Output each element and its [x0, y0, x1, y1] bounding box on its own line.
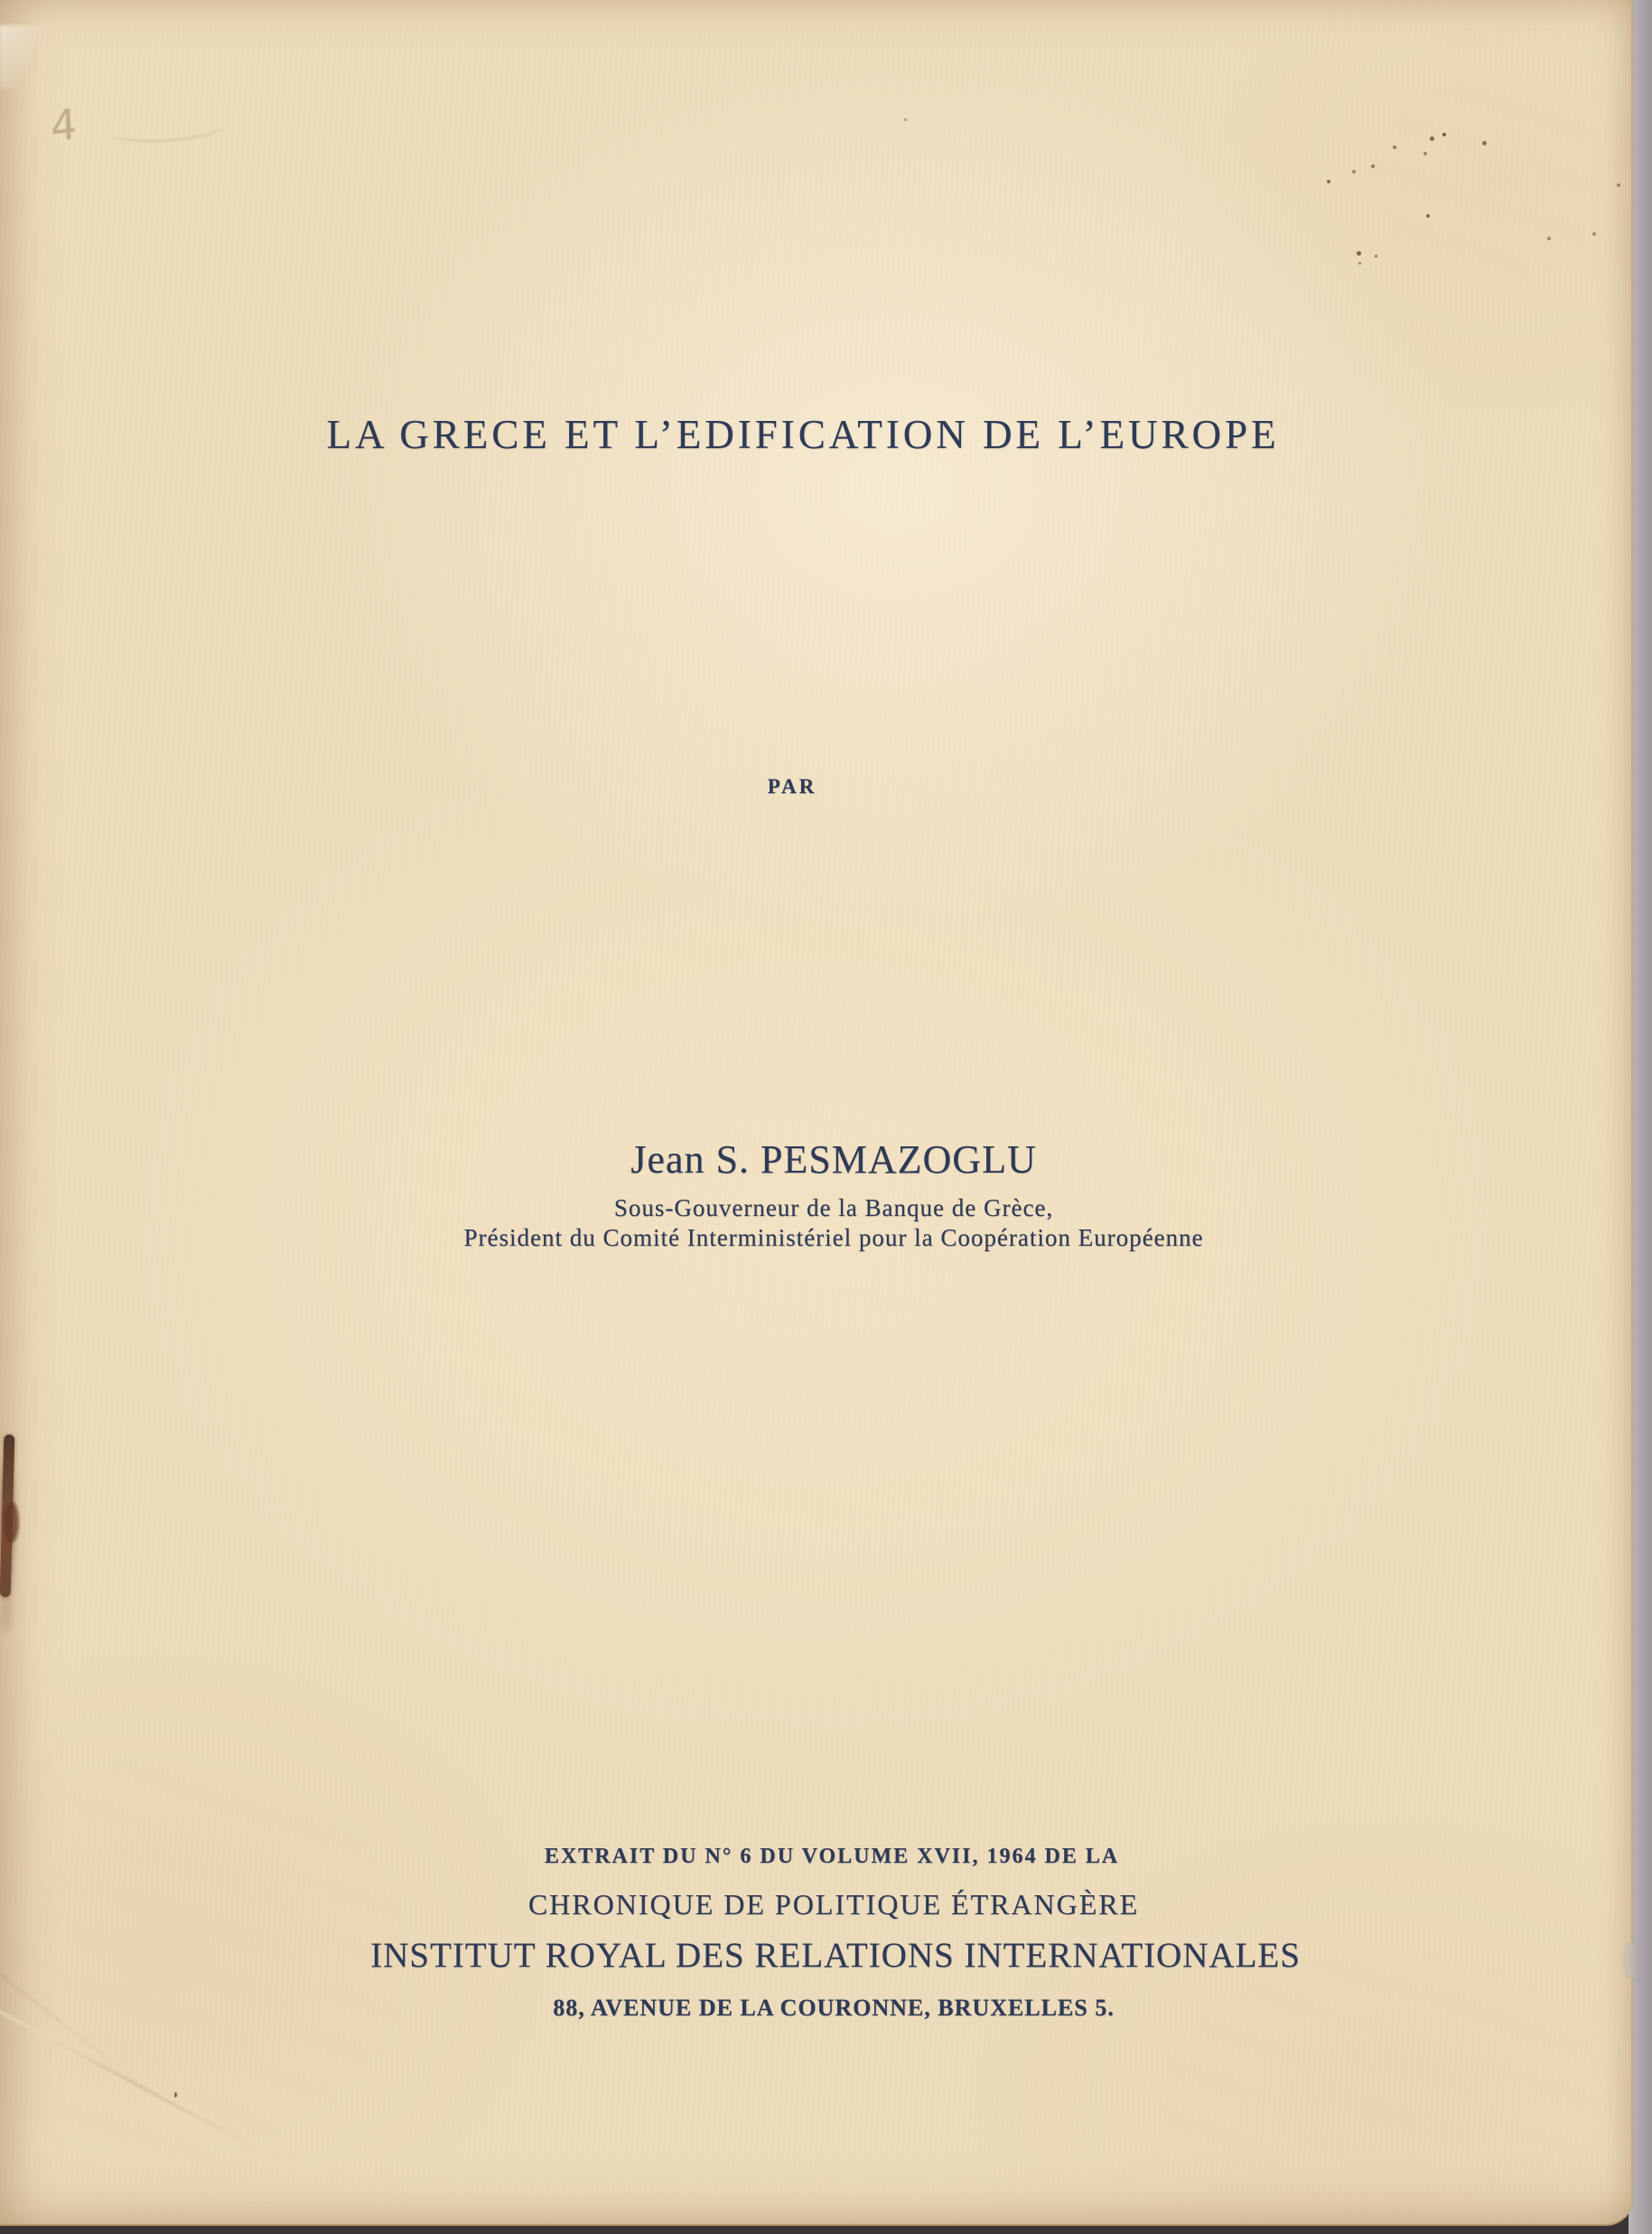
pencil-ghost-squiggle — [107, 112, 227, 146]
foxing-speck — [904, 118, 907, 121]
foxing-speck — [174, 2092, 177, 2098]
foxing-speck — [1430, 136, 1434, 141]
foxing-speck — [1547, 237, 1551, 240]
author-role-line-2: Président du Comité Interministériel pour la Coopération Européenne — [463, 1224, 1204, 1251]
document-title: LA GRECE ET L’EDIFICATION DE L’EUROPE — [326, 412, 1280, 457]
author-name: Jean S. PESMAZOGLU — [630, 1137, 1037, 1182]
imprint-address: 88, AVENUE DE LA COURONNE, BRUXELLES 5. — [553, 1995, 1115, 2021]
foxing-speck — [1352, 170, 1356, 173]
foxing-speck — [1423, 152, 1427, 155]
foxing-speck — [1358, 262, 1361, 265]
foxing-speck — [1327, 180, 1330, 183]
imprint-journal-name: CHRONIQUE DE POLITIQUE ÉTRANGÈRE — [527, 1888, 1140, 1921]
foxing-speck — [1442, 133, 1446, 136]
foxing-speck — [1426, 214, 1430, 218]
foxing-speck — [1357, 251, 1361, 256]
corner-crease-secondary — [0, 1970, 167, 2105]
author-role-line-1: Sous-Gouverneur de la Banque de Grèce, — [613, 1194, 1054, 1221]
top-left-corner-wear — [0, 25, 42, 89]
pencil-annotation: 4 — [50, 98, 79, 153]
foxing-speck — [1393, 145, 1396, 149]
foxing-speck — [1482, 141, 1487, 145]
foxing-speck — [1617, 183, 1620, 187]
staple-rust-blob — [4, 1501, 19, 1543]
foxing-speck — [1592, 232, 1596, 236]
imprint-publisher-name: INSTITUT ROYAL DES RELATIONS INTERNATIONALES — [370, 1936, 1301, 1975]
imprint-extrait-line: EXTRAIT DU N° 6 DU VOLUME XVII, 1964 DE LA — [544, 1845, 1120, 1868]
foxing-speck — [1371, 164, 1375, 168]
right-edge-nick — [1623, 1942, 1636, 1978]
foxing-speck — [1375, 255, 1377, 257]
byline-par: PAR — [767, 775, 817, 798]
